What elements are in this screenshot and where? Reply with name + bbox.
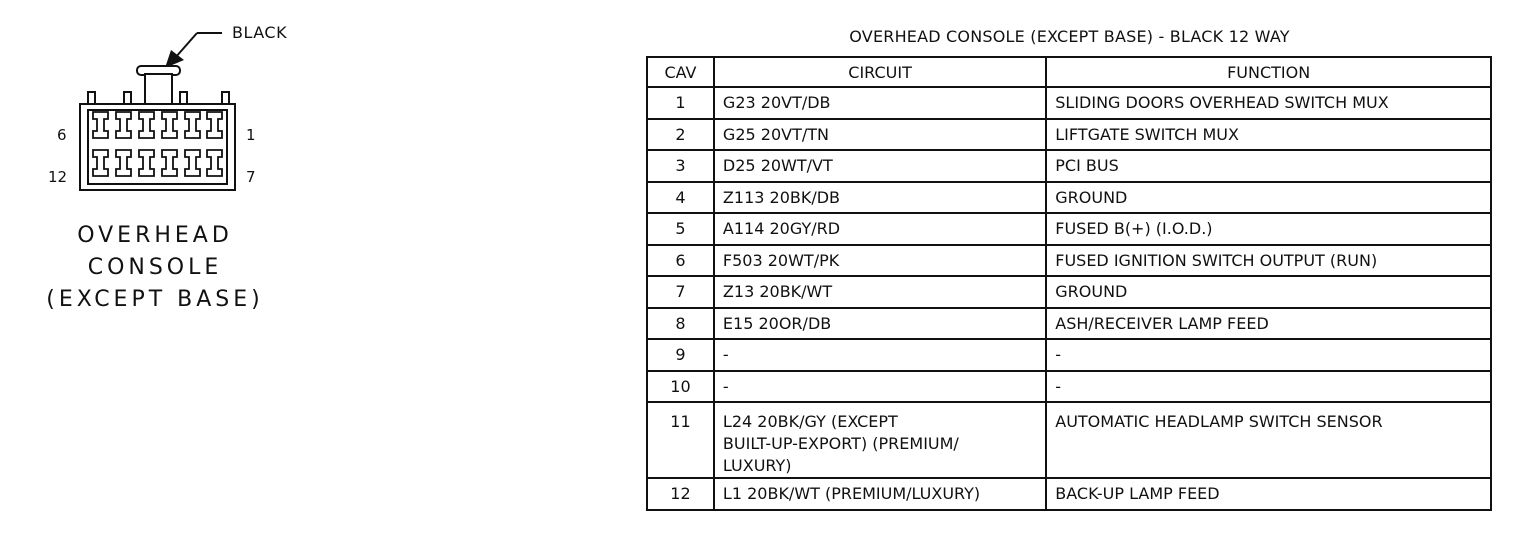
pin-label-12: 12 — [48, 168, 68, 186]
table-title: OVERHEAD CONSOLE (EXCEPT BASE) - BLACK 12 WAY — [849, 27, 1290, 46]
cell-circuit: G25 20VT/TN — [714, 119, 1046, 151]
table-row — [647, 119, 1491, 151]
cell-function: - — [1046, 339, 1491, 371]
pin-label-7: 7 — [246, 168, 256, 186]
header-function: FUNCTION — [1046, 57, 1491, 87]
cell-circuit: E15 20OR/DB — [714, 308, 1046, 340]
connector-latch-stem — [145, 74, 172, 104]
table-row — [647, 276, 1491, 308]
cell-function: BACK-UP LAMP FEED — [1046, 478, 1491, 510]
black-leader-line — [175, 33, 197, 58]
connector-tab — [222, 92, 229, 104]
table-row — [647, 87, 1491, 119]
cell-function: FUSED B(+) (I.O.D.) — [1046, 213, 1491, 245]
header-cav: CAV — [647, 57, 714, 87]
cell-function: AUTOMATIC HEADLAMP SWITCH SENSOR — [1046, 402, 1491, 478]
cell-function: - — [1046, 371, 1491, 403]
cell-circuit: L1 20BK/WT (PREMIUM/LUXURY) — [714, 478, 1046, 510]
table-header-row — [647, 57, 1491, 87]
cell-cav: 7 — [647, 276, 714, 308]
circuit-line: LUXURY) — [722, 456, 792, 475]
cell-function: LIFTGATE SWITCH MUX — [1046, 119, 1491, 151]
table-row — [647, 478, 1491, 510]
cell-circuit: G23 20VT/DB — [714, 87, 1046, 119]
cell-circuit: - — [714, 371, 1046, 403]
table-row — [647, 213, 1491, 245]
cell-cav: 11 — [647, 402, 714, 478]
cell-function: GROUND — [1046, 182, 1491, 214]
cell-circuit — [714, 402, 1046, 478]
pin-label-1: 1 — [246, 126, 256, 144]
cell-function: FUSED IGNITION SWITCH OUTPUT (RUN) — [1046, 245, 1491, 277]
cell-cav: 9 — [647, 339, 714, 371]
cell-function: PCI BUS — [1046, 150, 1491, 182]
cell-circuit: Z113 20BK/DB — [714, 182, 1046, 214]
caption-line: OVERHEAD — [77, 223, 233, 248]
pinout-table — [646, 56, 1492, 511]
pin-label-6: 6 — [57, 126, 67, 144]
cell-cav: 6 — [647, 245, 714, 277]
cell-cav: 12 — [647, 478, 714, 510]
cell-circuit: D25 20WT/VT — [714, 150, 1046, 182]
caption-line: (EXCEPT BASE) — [46, 287, 264, 312]
cell-function: GROUND — [1046, 276, 1491, 308]
cell-cav: 8 — [647, 308, 714, 340]
cell-function: SLIDING DOORS OVERHEAD SWITCH MUX — [1046, 87, 1491, 119]
table-row — [647, 182, 1491, 214]
caption-line: CONSOLE — [87, 255, 223, 280]
connector-tab — [88, 92, 95, 104]
cell-cav: 10 — [647, 371, 714, 403]
table-row — [647, 371, 1491, 403]
connector-caption — [30, 220, 280, 316]
cell-circuit: F503 20WT/PK — [714, 245, 1046, 277]
wire-color-label: BLACK — [232, 23, 288, 42]
cell-circuit: A114 20GY/RD — [714, 213, 1046, 245]
cell-cav: 3 — [647, 150, 714, 182]
table-row — [647, 402, 1491, 478]
cell-cav: 5 — [647, 213, 714, 245]
table-row — [647, 150, 1491, 182]
table-row — [647, 308, 1491, 340]
cell-function: ASH/RECEIVER LAMP FEED — [1046, 308, 1491, 340]
table-row — [647, 245, 1491, 277]
circuit-line: BUILT-UP-EXPORT) (PREMIUM/ — [722, 434, 959, 453]
circuit-line: L24 20BK/GY (EXCEPT — [722, 412, 898, 431]
cell-cav: 2 — [647, 119, 714, 151]
connector-tab — [124, 92, 131, 104]
cell-cav: 4 — [647, 182, 714, 214]
cell-circuit: Z13 20BK/WT — [714, 276, 1046, 308]
table-row — [647, 339, 1491, 371]
cell-cav: 1 — [647, 87, 714, 119]
header-circuit: CIRCUIT — [714, 57, 1046, 87]
cell-circuit: - — [714, 339, 1046, 371]
connector-tab — [180, 92, 187, 104]
